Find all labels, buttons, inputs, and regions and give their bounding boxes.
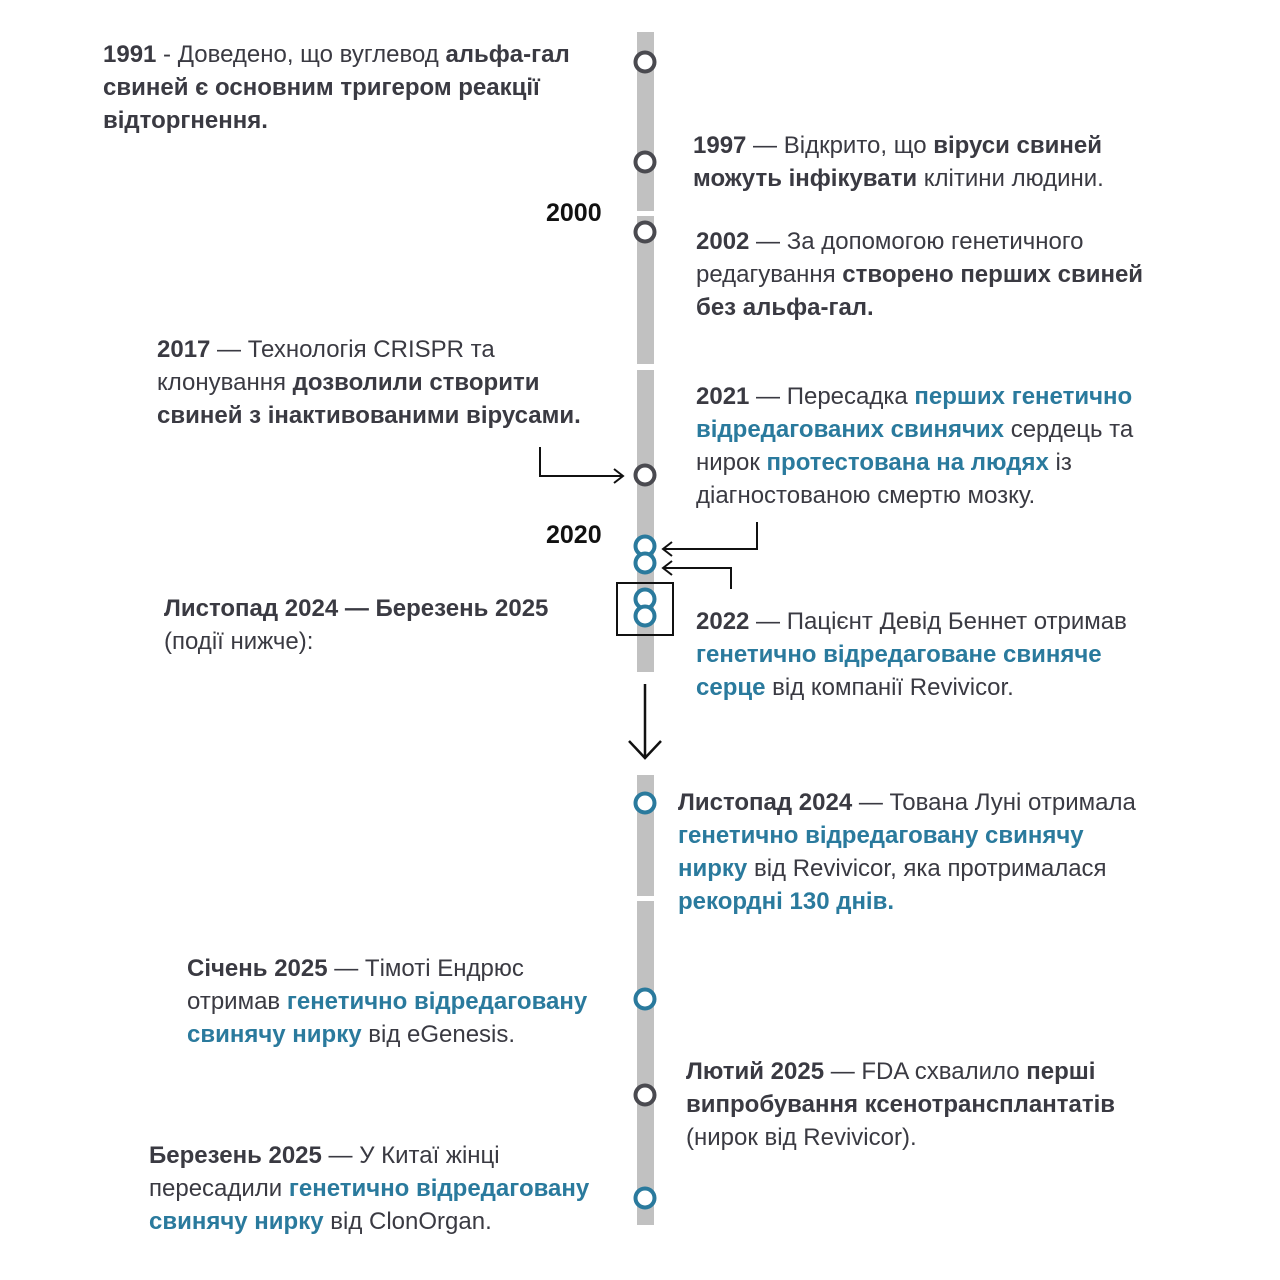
node-jan-2025 <box>636 990 655 1009</box>
event-text: від ClonOrgan. <box>323 1208 492 1235</box>
event-text: клітини людини. <box>917 165 1104 192</box>
node-2017 <box>636 466 655 485</box>
event-date: 2002 <box>696 228 750 255</box>
event-highlight: генетично відредаговану свинячу нирку <box>187 988 588 1048</box>
node-2022 <box>636 554 655 573</box>
event-highlight: рекордні 130 днів. <box>678 888 895 915</box>
decade-label-2020: 2020 <box>546 521 602 549</box>
event-text: - Доведено, що вуглевод <box>156 41 446 68</box>
event-text: від компанії Revivicor. <box>765 674 1014 701</box>
event-text: із діагностованою смертю мозку. <box>696 449 1072 509</box>
event-text: — Тована Луні отримала <box>852 789 1136 816</box>
event-text: — Пацієнт Девід Беннет отримав <box>749 608 1127 635</box>
arrow-2017 <box>540 447 622 476</box>
range-label <box>164 592 614 658</box>
node-1997 <box>636 153 655 172</box>
event-jan-2025 <box>187 952 617 1051</box>
decade-label-2000: 2000 <box>546 199 602 227</box>
event-1991 <box>103 38 613 137</box>
event-text: — FDA схвалило <box>824 1058 1027 1085</box>
event-text: від Revivicor, яка протрималася <box>747 855 1107 882</box>
event-text: — Відкрито, що <box>746 132 934 159</box>
down-arrow-icon <box>629 684 661 758</box>
event-date: Березень 2025 <box>149 1142 322 1169</box>
range-title: Листопад 2024 — Березень 2025 <box>164 595 549 622</box>
event-emphasis: альфа-гал свиней є основним тригером реакції відторгнення. <box>103 41 570 134</box>
event-1997 <box>693 129 1153 195</box>
event-text: (нирок від Revivicor). <box>686 1124 917 1151</box>
event-emphasis: створено перших свиней без альфа-гал. <box>696 261 1144 321</box>
event-date: 1997 <box>693 132 747 159</box>
event-date: 2021 <box>696 383 750 410</box>
event-date: Січень 2025 <box>187 955 328 982</box>
event-nov-2024 <box>678 786 1138 918</box>
event-emphasis: перші випробування ксенотрансплантатів <box>686 1058 1116 1118</box>
event-highlight: протестована на людях <box>766 449 1049 476</box>
event-text: — За допомогою генетичного редагування <box>696 228 1084 288</box>
node-mar-2025 <box>636 1189 655 1208</box>
arrow-2021 <box>664 522 757 549</box>
event-2017 <box>157 333 607 432</box>
node-nov-2024 <box>636 794 655 813</box>
event-date: Лютий 2025 <box>686 1058 825 1085</box>
event-text: сердець та нирок <box>696 416 1134 476</box>
event-date: Листопад 2024 <box>678 789 853 816</box>
range-subtitle: (події нижче): <box>164 628 314 655</box>
node-range-b <box>636 607 655 626</box>
event-date: 1991 <box>103 41 157 68</box>
event-mar-2025 <box>149 1139 619 1238</box>
event-highlight: генетично відредаговану свинячу нирку <box>678 822 1084 882</box>
node-2002 <box>636 223 655 242</box>
event-highlight: перших генетично відредагованих свинячих <box>696 383 1133 443</box>
event-2022 <box>696 605 1156 704</box>
event-date: 2022 <box>696 608 750 635</box>
event-text: — Тімоті Ендрюс отримав <box>187 955 524 1015</box>
event-text: — Технологія CRISPR та клонування <box>157 336 495 396</box>
arrow-2022 <box>664 568 731 589</box>
event-emphasis: дозволили створити свиней з інактивованими вірусами. <box>157 369 581 429</box>
event-text: — Пересадка <box>749 383 915 410</box>
event-feb-2025 <box>686 1055 1146 1154</box>
event-emphasis: віруси свиней можуть інфікувати <box>693 132 1102 192</box>
node-1991 <box>636 53 655 72</box>
node-feb-2025 <box>636 1086 655 1105</box>
event-2021 <box>696 380 1176 512</box>
event-date: 2017 <box>157 336 211 363</box>
event-text: від eGenesis. <box>361 1021 516 1048</box>
event-highlight: генетично відредаговану свинячу нирку <box>149 1175 590 1235</box>
timeline-bar-segment <box>637 901 654 1225</box>
event-2002 <box>696 225 1176 324</box>
event-text: — У Китаї жінці пересадили <box>149 1142 500 1202</box>
event-highlight: генетично відредаговане свиняче серце <box>696 641 1102 701</box>
